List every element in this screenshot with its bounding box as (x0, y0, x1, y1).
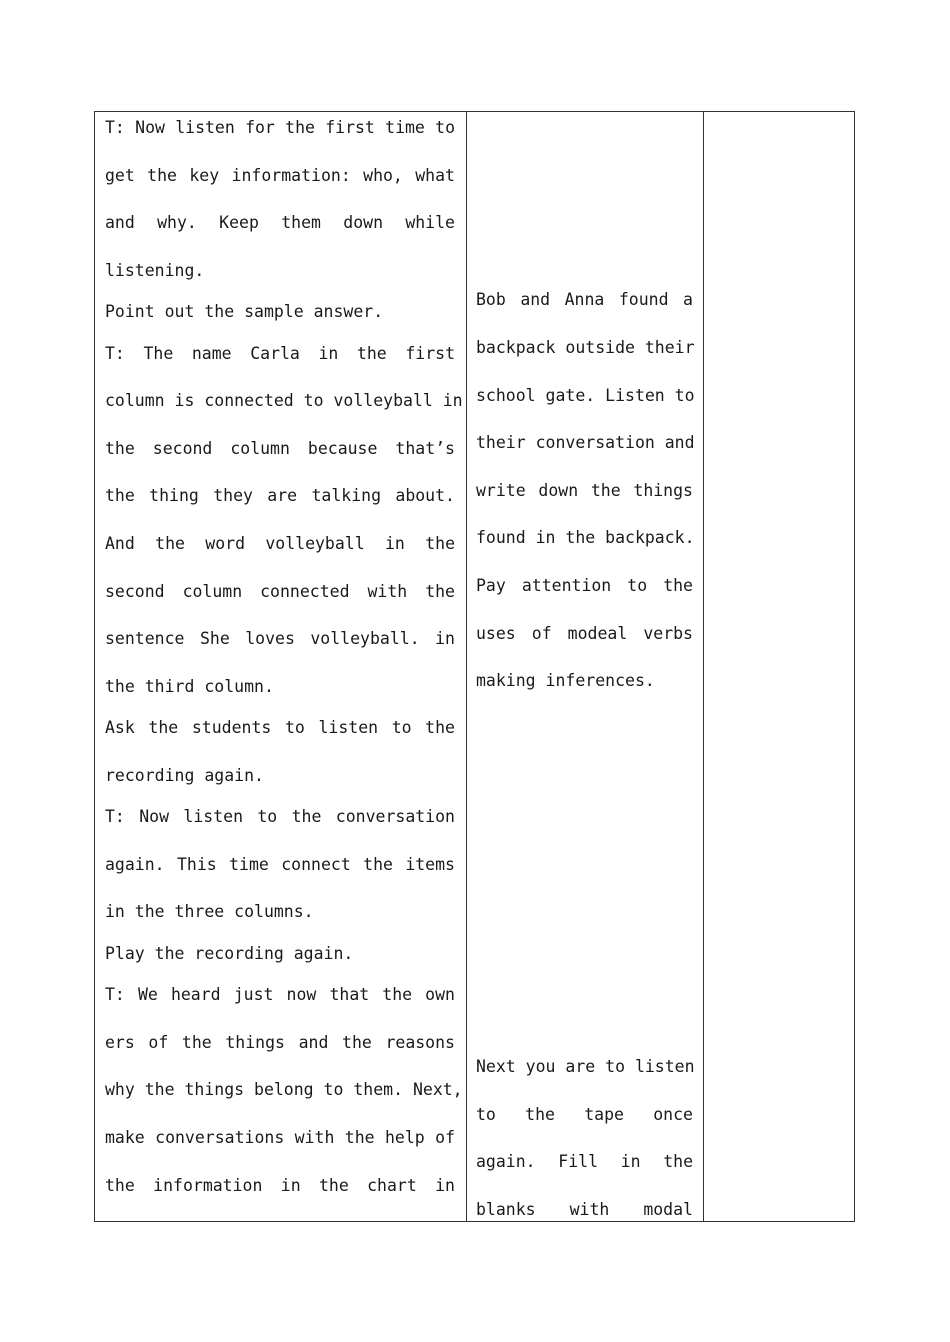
text-line: Pay attention to the (476, 576, 693, 595)
text-line: the thing they are talking about. (105, 486, 455, 505)
text-line: second column connected with the (105, 582, 455, 601)
lesson-table (94, 111, 855, 1222)
text-line: Bob and Anna found a (476, 290, 693, 309)
text-line: T: Now listen to the conversation (105, 807, 455, 826)
text-line: why the things belong to them. Next, (105, 1080, 463, 1099)
text-line: their conversation and (476, 433, 695, 452)
text-line: write down the things (476, 481, 693, 500)
text-line: ers of the things and the reasons (105, 1033, 455, 1052)
text-line: the third column. (105, 677, 274, 696)
text-line: to the tape once (476, 1105, 693, 1124)
text-line: again. This time connect the items (105, 855, 455, 874)
text-line: And the word volleyball in the (105, 534, 455, 553)
text-line: blanks with modal (476, 1200, 693, 1219)
text-line: get the key information: who, what (105, 166, 455, 185)
notes-column (703, 112, 855, 1221)
text-line: T: Now listen for the first time to (105, 118, 455, 137)
text-line: the information in the chart in (105, 1176, 455, 1195)
text-line: Next you are to listen (476, 1057, 695, 1076)
text-line: backpack outside their (476, 338, 695, 357)
text-line: Ask the students to listen to the (105, 718, 455, 737)
text-line: listening. (105, 261, 205, 280)
text-line: in the three columns. (105, 902, 314, 921)
text-line: and why. Keep them down while (105, 213, 455, 232)
text-line: column is connected to volleyball in (105, 391, 463, 410)
text-line: T: The name Carla in the first (105, 344, 455, 363)
student-activity-column (466, 112, 704, 1221)
text-line: again. Fill in the (476, 1152, 693, 1171)
teacher-activity-column (95, 112, 467, 1221)
text-line: school gate. Listen to (476, 386, 695, 405)
text-line: uses of modeal verbs (476, 624, 693, 643)
text-line: making inferences. (476, 671, 655, 690)
text-line: make conversations with the help of (105, 1128, 455, 1147)
text-line: T: We heard just now that the own (105, 985, 455, 1004)
text-line: Play the recording again. (105, 944, 354, 963)
text-line: sentence She loves volleyball. in (105, 629, 455, 648)
text-line: found in the backpack. (476, 528, 695, 547)
text-line: recording again. (105, 766, 264, 785)
text-line: the second column because that’s (105, 439, 455, 458)
text-line: Point out the sample answer. (105, 302, 384, 321)
